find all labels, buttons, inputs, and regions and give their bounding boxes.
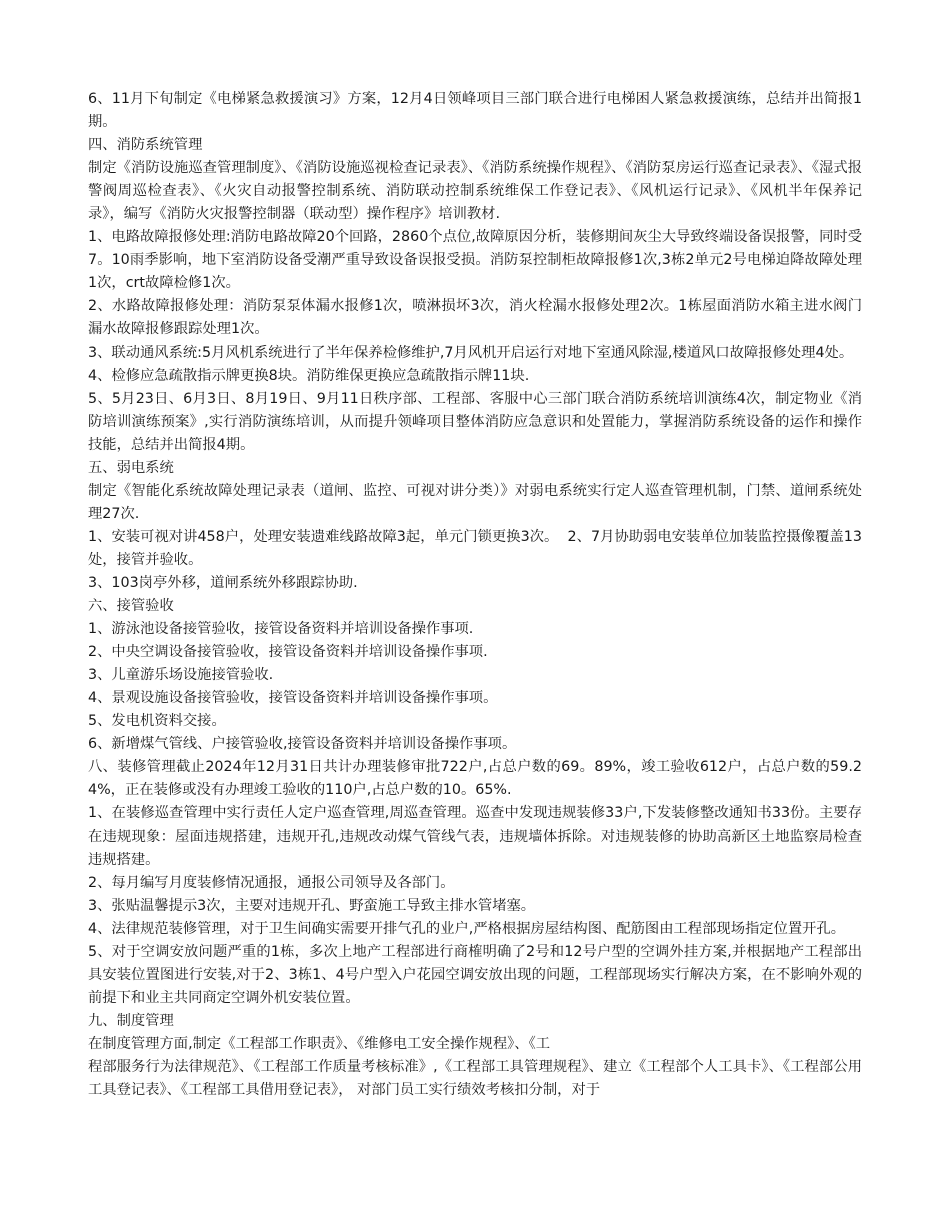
paragraph-fire-water-repair: 2、水路故障报修处理：消防泵泵体漏水报修1次，喷淋损坏3次，消火栓漏水报修处理2次。1栋屋面消防水箱主进水阀门漏水故障报修跟踪处理1次。 (88, 298, 862, 338)
paragraph-intercom-install: 1、安装可视对讲458户，处理安装遗难线路故障3起，单元门锁更换3次。 2、7月协助弱电安装单位加装监控摄像覆盖13处，接管并验收。 (88, 528, 862, 568)
paragraph-pool-acceptance: 1、游泳池设备接管验收，接管设备资料并培训设备操作事项. (88, 621, 474, 638)
section-heading-renovation: 八、装修管理截止2024年12月31日共计办理装修审批722户,占总户数的69。89%，竣工验收612户，占总户数的59.24%，正在装修或没有办理竣工验收的110户,占总户数的10。65%. (88, 759, 862, 799)
section-heading-fire-system: 四、消防系统管理 (88, 137, 203, 154)
paragraph-booth-relocation: 3、103岗亭外移，道闸系统外移跟踪协助. (88, 574, 358, 591)
paragraph-fire-circuit-repair: 1、电路故障报修处理:消防电路故障20个回路，2860个点位,故障原因分析，装修期间灰尘大导致终端设备误报警，同时受7。10雨季影响，地下室消防设备受潮严重导致设备误报受损。消防泵控制柜故障报修1次,3栋2单元2号电梯迫降故障处理1次，crt故障检修1次。 (88, 229, 862, 292)
paragraph-gas-acceptance: 6、新增煤气管线、户接管验收,接管设备资料并培训设备操作事项。 (88, 736, 517, 753)
paragraph-hvac-acceptance: 2、中央空调设备接管验收，接管设备资料并培训设备操作事项. (88, 644, 488, 661)
paragraph-ac-placement: 5、对于空调安放问题严重的1栋，多次上地产工程部进行商榷明确了2号和12号户型的空调外挂方案,并根据地产工程部出具安装位置图进行安装,对于2、3栋1、4号户型入户花园空调安放出现的问题，工程部现场实行解决方案，在不影响外观的前提下和业主共同商定空调外机安装位置。 (88, 943, 862, 1006)
section-heading-system-management: 九、制度管理 (88, 1012, 174, 1029)
section-heading-weak-current: 五、弱电系统 (88, 459, 174, 476)
paragraph-fire-regulations: 制定《消防设施巡查管理制度》、《消防设施巡视检查记录表》、《消防系统操作规程》、《消防泵房运行巡查记录表》、《湿式报警阀周巡检查表》、《火灾自动报警控制系统、消防联动控制系统维保工作登记表》、《风机运行记录》、《风机半年保养记录》，编写《消防火灾报警控制器（联动型）操作程序》培训教材. (88, 160, 862, 223)
paragraph-weak-current-regulations: 制定《智能化系统故障处理记录表（道闸、监控、可视对讲分类）》对弱电系统实行定人巡查管理机制，门禁、道闸系统处理27次. (88, 482, 862, 522)
paragraph-ventilation: 3、联动通风系统:5月风机系统进行了半年保养检修维护,7月风机开启运行对地下室通风除湿,楼道风口故障报修处理4处。 (88, 344, 854, 361)
paragraph-reminders: 3、张贴温馨提示3次，主要对违规开孔、野蛮施工导致主排水管堵塞。 (88, 897, 536, 914)
paragraph-elevator-drill: 6、11月下旬制定《电梯紧急救援演习》方案，12月4日领峰项目三部门联合进行电梯困人紧急救援演练，总结并出简报1期。 (88, 91, 862, 131)
paragraph-fire-training: 5、5月23日、6月3日、8月19日、9月11日秩序部、工程部、客服中心三部门联合消防系统培训演练4次，制定物业《消防培训演练预案》,实行消防演练培训，从而提升领峰项目整体消防应急意识和处置能力，掌握消防系统设备的运作和操作技能，总结并出简报4期。 (88, 390, 862, 453)
paragraph-evacuation-signs: 4、检修应急疏散指示牌更换8块。消防维保更换应急疏散指示牌11块. (88, 367, 530, 384)
section-heading-acceptance: 六、接管验收 (88, 598, 174, 615)
paragraph-landscape-acceptance: 4、景观设施设备接管验收，接管设备资料并培训设备操作事项。 (88, 690, 498, 707)
paragraph-generator-handover: 5、发电机资料交接。 (88, 713, 226, 730)
paragraph-renovation-inspection: 1、在装修巡查管理中实行责任人定户巡查管理,周巡查管理。巡查中发现违规装修33户,下发装修整改通知书33份。主要存在违规现象：屋面违规搭建，违规开孔,违规改动煤气管线气表，违规墙体拆除。对违规装修的协助高新区土地监察局检查违规搭建。 (88, 805, 862, 868)
paragraph-monthly-report: 2、每月编写月度装修情况通报，通报公司领导及各部门。 (88, 874, 455, 891)
paragraph-playground-acceptance: 3、儿童游乐场设施接管验收. (88, 667, 274, 684)
paragraph-system-management: 在制度管理方面,制定《工程部工作职责》、《维修电工安全操作规程》、《工 程部服务行为法律规范》、《工程部工作质量考核标准》,《工程部工具管理规程》、建立《工程部个人工具卡》、《工程部公用工具登记表》、《工程部工具借用登记表》， 对部门员工实行绩效考核扣分制，对于 (88, 1035, 862, 1099)
paragraph-legal-renovation: 4、法律规范装修管理，对于卫生间确实需要开排气孔的业户,严格根据房屋结构图、配筋图由工程部现场指定位置开孔。 (88, 920, 846, 937)
